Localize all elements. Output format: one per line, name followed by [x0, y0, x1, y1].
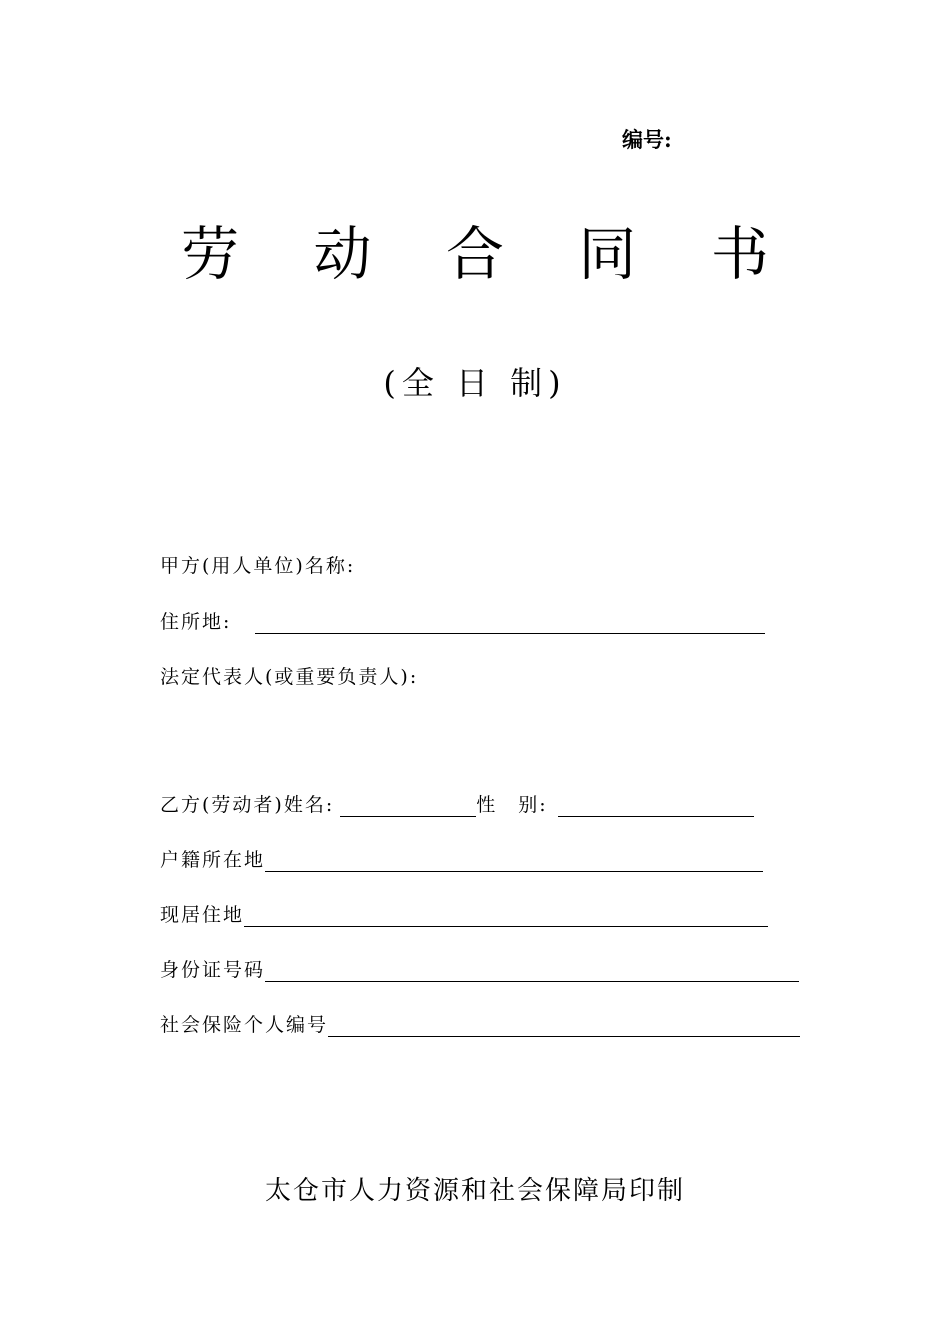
party-a-address-row [160, 604, 765, 634]
party-a-name-label: 甲方(用人单位)名称: [160, 555, 356, 577]
party-b-id-row [160, 952, 799, 982]
document-title: 劳 动 合 同 书 [181, 220, 797, 288]
party-b-name-row [160, 787, 754, 817]
party-b-name-label: 乙方(劳动者)姓名: [160, 794, 335, 816]
party-b-insurance-field[interactable] [328, 1014, 800, 1037]
party-b-gender-field[interactable] [558, 794, 754, 817]
party-b-residence-label: 现居住地 [160, 904, 245, 926]
party-b-household-label: 户籍所在地 [160, 849, 266, 871]
party-b-id-label: 身份证号码 [160, 959, 266, 981]
party-a-address-label: 住所地: [160, 611, 232, 633]
party-b-residence-field[interactable] [244, 904, 768, 927]
serial-number-label: 编号: [622, 127, 672, 152]
party-a-representative-row [160, 659, 418, 689]
party-b-household-row [160, 842, 763, 872]
party-a-representative-label: 法定代表人(或重要负责人): [160, 666, 419, 688]
party-b-gender-label: 性 别: [476, 794, 548, 816]
party-b-household-field[interactable] [265, 849, 763, 872]
issuer-footer: 太仓市人力资源和社会保障局印制 [264, 1176, 685, 1206]
party-b-id-field[interactable] [265, 959, 799, 982]
party-a-address-field[interactable] [255, 611, 765, 634]
party-a-name-row [160, 548, 355, 578]
party-b-insurance-row [160, 1007, 800, 1037]
party-b-residence-row [160, 897, 768, 927]
party-b-insurance-label: 社会保险个人编号 [160, 1014, 329, 1036]
document-subtitle: (全 日 制) [383, 364, 567, 402]
party-b-name-field[interactable] [340, 794, 476, 817]
